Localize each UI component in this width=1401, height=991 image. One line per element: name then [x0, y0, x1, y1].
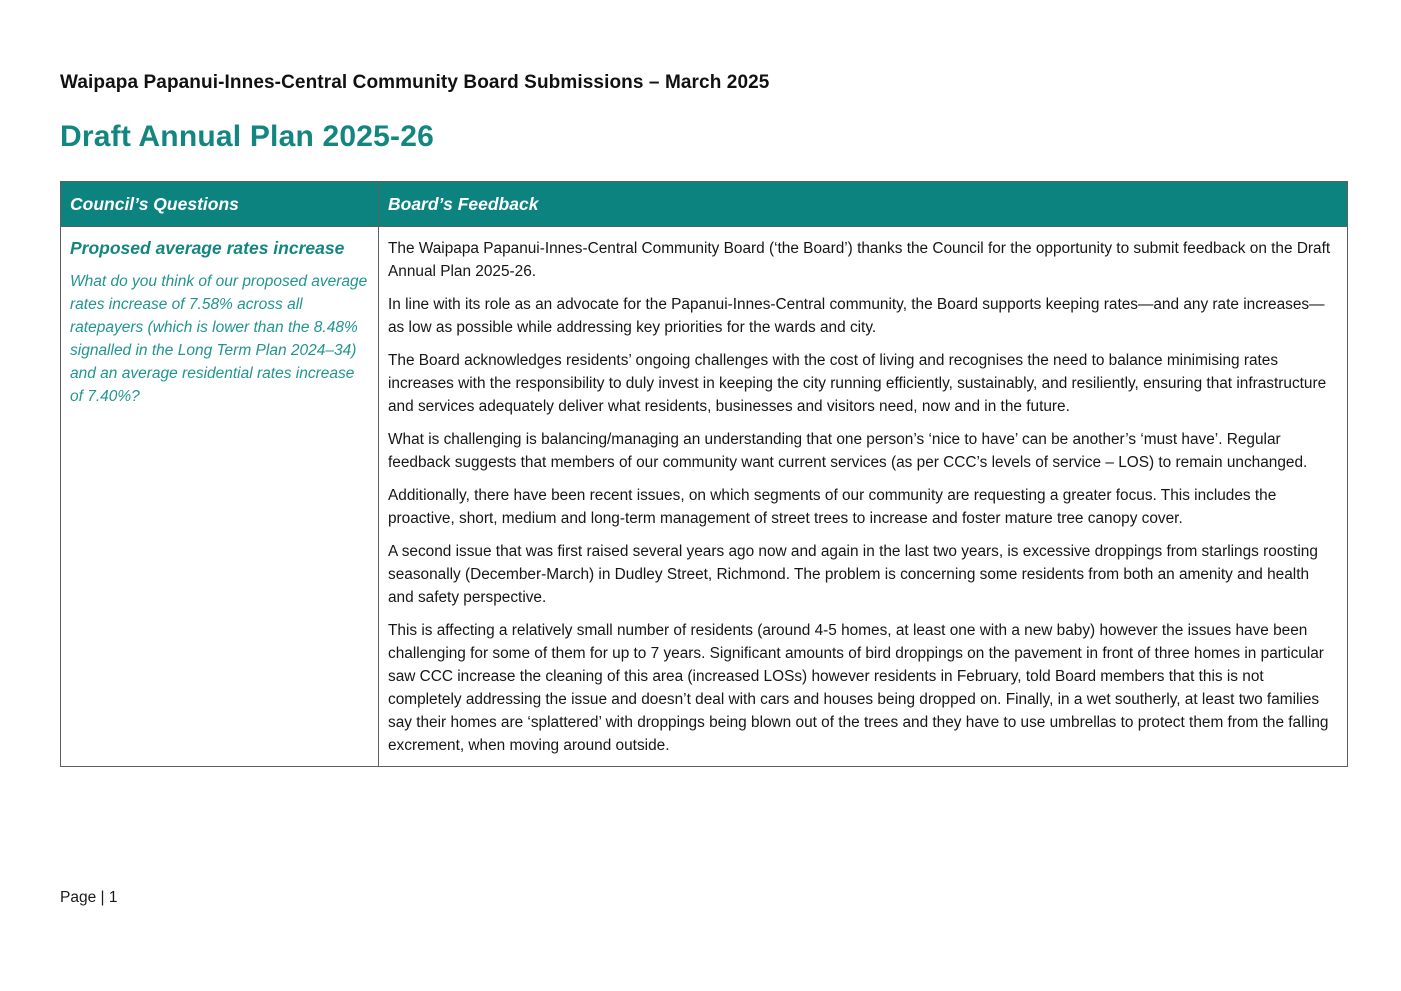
feedback-paragraph: What is challenging is balancing/managing an understanding that one person’s ‘nice to have’ can be another’s ‘must have’. Regular feedback suggests that members of our community want current services (as per CCC’s levels of service – LOS) to remain unchanged.	[388, 431, 1308, 471]
feedback-paragraph: In line with its role as an advocate for the Papanui-Innes-Central community, the Board supports keeping rates—and any rate increases—as low as possible while addressing key priorities for the wards and city.	[388, 296, 1325, 336]
question-title: Proposed average rates increase	[70, 238, 345, 258]
feedback-paragraph: A second issue that was first raised several years ago now and again in the last two years, is excessive droppings from starlings roosting seasonally (December-March) in Dudley Street, Richmond. The problem is concerning some residents from both an amenity and health and safety perspective.	[388, 543, 1318, 606]
column-header-feedback: Board’s Feedback	[379, 182, 1348, 227]
feedback-cell	[379, 227, 1348, 767]
table-row	[61, 227, 1348, 767]
question-cell	[61, 227, 379, 767]
document-title: Draft Annual Plan 2025-26	[60, 120, 435, 153]
feedback-paragraph: Additionally, there have been recent issues, on which segments of our community are requesting a greater focus. This includes the proactive, short, medium and long-term management of street trees to increase and foster mature tree canopy cover.	[388, 487, 1277, 527]
feedback-paragraph: The Board acknowledges residents’ ongoing challenges with the cost of living and recognises the need to balance minimising rates increases with the responsibility to duly invest in keeping the city running efficiently, sustainably, and resiliently, ensuring that infrastructure and services adequately deliver what residents, businesses and visitors need, now and in the future.	[388, 352, 1327, 415]
table-header-row	[61, 182, 1348, 227]
document-header: Waipapa Papanui-Innes-Central Community Board Submissions – March 2025	[60, 72, 770, 93]
column-header-questions: Council’s Questions	[61, 182, 379, 227]
feedback-paragraph: This is affecting a relatively small number of residents (around 4-5 homes, at least one with a new baby) however the issues have been challenging for some of them for up to 7 years. Significant amounts of bird droppings on the pavement in front of three homes in particular saw CCC increase the cleaning of this area (increased LOSs) however residents in February, told Board members that this is not completely addressing the issue and doesn’t deal with cars and houses being dropped on. Finally, in a wet southerly, at least two families say their homes are ‘splattered’ with droppings being blown out of the trees and they have to use umbrellas to protect them from the falling excrement, when moving around outside.	[388, 622, 1329, 754]
feedback-paragraph: The Waipapa Papanui-Innes-Central Community Board (‘the Board’) thanks the Council for the opportunity to submit feedback on the Draft Annual Plan 2025-26.	[388, 240, 1331, 280]
feedback-table	[60, 181, 1348, 767]
question-text: What do you think of our proposed average rates increase of 7.58% across all ratepayers (which is lower than the 8.48% signalled in the Long Term Plan 2024–34) and an average residential rates increase of 7.40%?	[70, 273, 368, 405]
page-number: Page | 1	[60, 889, 118, 906]
